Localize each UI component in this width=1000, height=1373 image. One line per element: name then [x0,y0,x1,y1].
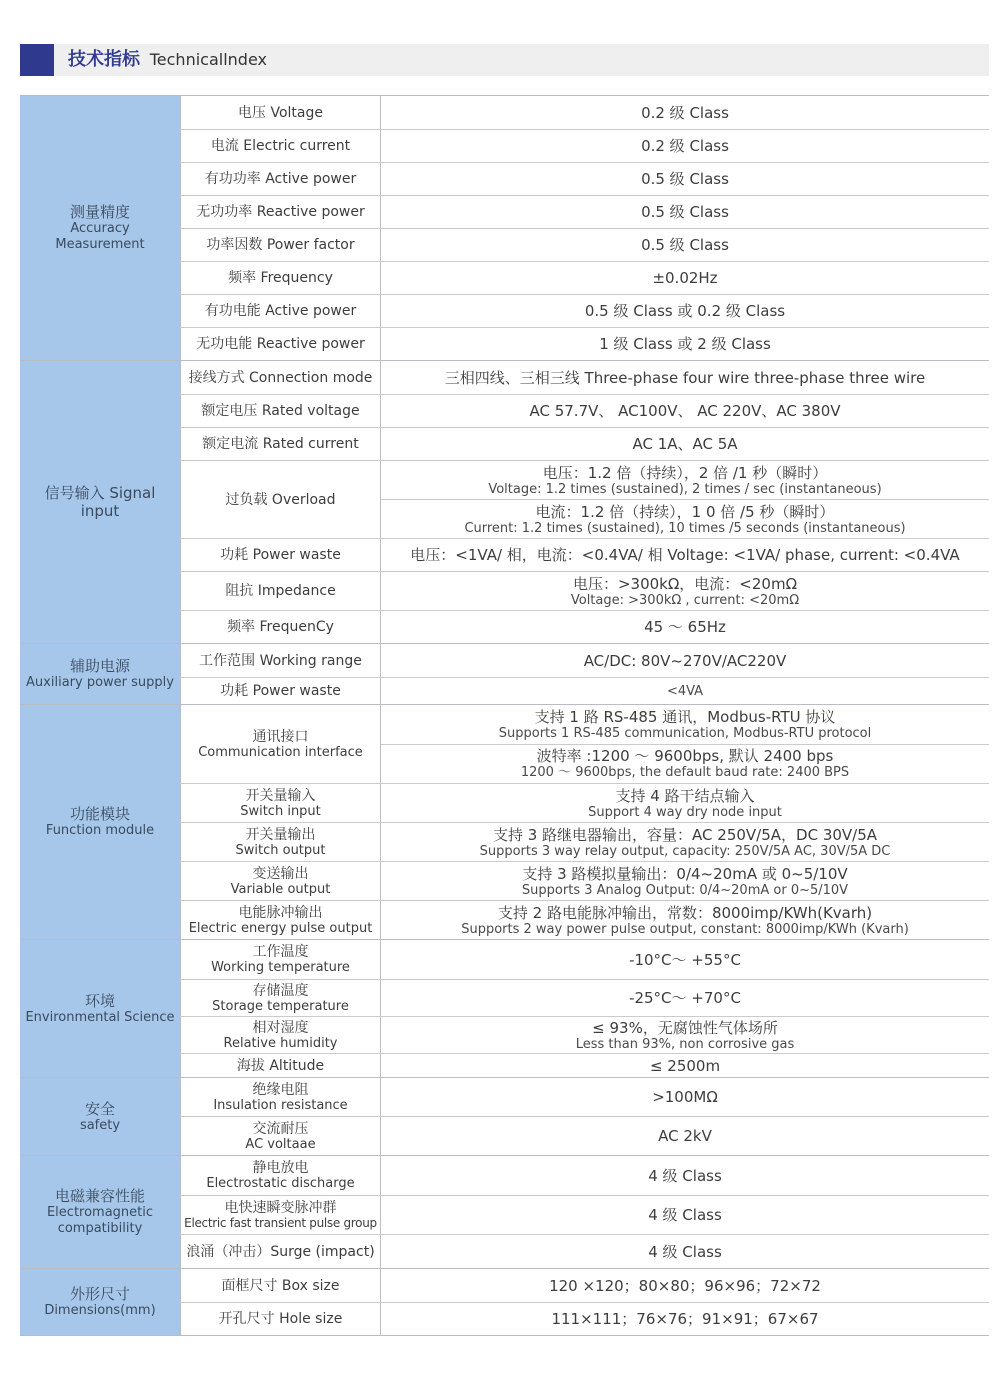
param-cn: 存储温度 [252,982,309,999]
table-row [180,294,989,327]
value-cell: 0.2 级 Class [641,137,729,155]
table-row [180,1156,989,1195]
value-cell: >100MΩ [652,1088,718,1106]
section-title [68,44,267,76]
table-row [180,427,989,460]
value-cell: 0.5 级 Class 或 0.2 级 Class [584,302,786,320]
group-label [20,705,180,939]
value-main: 电流：1.2 倍（持续），1 0 倍 /5 秒（瞬时） [535,502,835,521]
param-cn: 变送输出 [252,865,309,882]
group-auxiliary-power [20,644,989,705]
param-cell: 浪涌（冲击）Surge (impact) [180,1235,381,1268]
value-cell: 三相四线、三相三线 Three-phase four wire three-phase three wire [444,368,926,387]
param-cell [180,705,381,783]
value-sub: Less than 93%, non corrosive gas [575,1036,795,1052]
group-label-cn: 环境 [84,991,115,1010]
value-main: 电压：>300kΩ，电流：<20mΩ [572,574,798,593]
table-row [180,900,989,939]
table-row [180,1269,989,1302]
param-cell: 工作范围 Working range [180,644,381,677]
table-row [180,861,989,900]
param-en: Relative humidity [223,1035,338,1051]
table-row [180,677,989,704]
param-cn: 交流耐压 [252,1120,309,1137]
spec-table [20,95,989,1336]
group-label [20,1078,180,1155]
group-label-cn: 功能模块 [69,805,130,823]
group-emc [20,1156,989,1269]
table-row [180,705,989,783]
value-cell: -10°C～ +55°C [629,950,741,969]
value-sub: Supports 3 way relay output, capacity: 250V/5A AC, 30V/5A DC [479,843,891,859]
value-main: 支持 3 路继电器输出，容量：AC 250V/5A，DC 30V/5A [492,825,878,844]
value-main: 支持 3 路模拟量输出：0/4~20mA 或 0~5/10V [522,864,848,883]
param-cell: 阻抗 Impedance [180,572,381,610]
param-cn: 电快速瞬变脉冲群 [224,1199,337,1216]
value-sub: Supports 1 RS-485 communication, Modbus-RTU protocol [498,725,872,741]
group-label-en: Accuracy Measurement [55,221,145,252]
table-row [180,1078,989,1116]
value-cell: AC 57.7V、 AC100V、 AC 220V、AC 380V [529,402,841,420]
table-row [180,361,989,394]
param-cell: 无功功率 Reactive power [180,196,381,228]
param-en: Electrostatic discharge [206,1176,355,1191]
param-cell [180,940,381,979]
value-sub: Support 4 way dry node input [588,804,782,820]
group-label-en: Electromagnetic compatibility [46,1205,154,1236]
group-label [20,940,180,1077]
param-cell [180,823,381,861]
group-label [20,644,180,704]
table-row [180,1116,989,1155]
value-part [381,705,989,744]
param-cn: 工作温度 [252,944,309,960]
section-title-cn: 技术指标 [68,49,140,70]
table-row [180,1053,989,1077]
param-en: Switch output [235,842,326,858]
value-main: 电压：1.2 倍（持续），2 倍 /1 秒（瞬时） [542,463,828,482]
param-cell [180,1156,381,1195]
param-cell: 额定电流 Rated current [180,428,381,460]
table-row [180,1195,989,1234]
table-row [180,460,989,538]
section-title-en: Technicallndex [149,50,267,69]
table-row [180,394,989,427]
table-row [180,327,989,360]
param-cn: 开关量输入 [245,787,316,804]
group-label-en: Environmental Science [25,1009,175,1025]
group-label [20,1156,180,1268]
param-cell: 功耗 Power waste [180,678,381,704]
value-cell: AC 1A、AC 5A [632,435,738,453]
group-label-en: Dimensions(mm) [44,1303,156,1318]
table-row [180,571,989,610]
param-cell [180,1017,381,1053]
table-row [180,538,989,571]
value-cell: AC/DC: 80V~270V/AC220V [583,651,787,670]
group-label-cn: 信号输入 Signal input [44,484,156,520]
table-row [180,822,989,861]
value-part [381,461,989,499]
value-cell: 1 级 Class 或 2 级 Class [599,335,771,353]
group-label-cn: 测量精度 [69,203,130,221]
param-cell: 有功电能 Active power [180,295,381,327]
param-cell: 接线方式 Connection mode [180,361,381,394]
value-main: 支持 4 路干结点输入 [615,786,755,805]
group-label-cn: 安全 [84,1099,115,1118]
group-label-cn: 辅助电源 [69,657,130,675]
value-cell: 电压：<1VA/ 相，电流：<0.4VA/ 相 Voltage: <1VA/ phase, current: <0.4VA [410,546,960,564]
table-row [180,644,989,677]
param-cell: 频率 Frequency [180,262,381,294]
group-safety [20,1078,989,1156]
section-header [20,44,989,76]
table-row [180,610,989,643]
param-cn: 开关量输出 [245,826,316,843]
param-cell: 电压 Voltage [180,96,381,129]
param-cn: 相对湿度 [252,1019,309,1036]
group-label [20,1269,180,1335]
table-row [180,783,989,822]
group-dimensions [20,1269,989,1336]
value-part [381,744,989,784]
group-label-en: safety [79,1117,121,1133]
param-cell: 无功电能 Reactive power [180,328,381,360]
group-function-module [20,705,989,940]
param-cell [180,784,381,822]
table-row [180,1234,989,1268]
param-cn: 绝缘电阻 [252,1081,309,1098]
param-cell: 海拔 Altitude [180,1054,381,1077]
value-sub: Voltage: 1.2 times (sustained), 2 times / sec (instantaneous) [488,481,882,497]
param-cell: 过负载 Overload [180,461,381,538]
value-cell: -25°C～ +70°C [629,989,741,1007]
value-main: 支持 1 路 RS-485 通讯，Modbus-RTU 协议 [534,707,836,726]
group-label-cn: 电磁兼容性能 [54,1187,145,1205]
param-cell: 开孔尺寸 Hole size [180,1303,381,1335]
value-main: ≤ 93%，无腐蚀性气体场所 [592,1018,778,1037]
value-cell: 0.5 级 Class [641,170,729,188]
param-cell: 功率因数 Power factor [180,229,381,261]
param-en: AC voltaae [245,1136,316,1152]
value-cell: 0.2 级 Class [641,103,729,122]
value-cell: AC 2kV [658,1127,712,1145]
param-en: Variable output [230,881,331,897]
group-label-en: Auxiliary power supply [26,675,174,690]
param-en: Insulation resistance [213,1097,348,1113]
group-environment [20,940,989,1078]
table-row [180,940,989,979]
param-cell [180,1078,381,1116]
value-sub: Current: 1.2 times (sustained), 10 times /5 seconds (instantaneous) [464,520,906,536]
group-signal-input [20,361,989,644]
param-en: Electric energy pulse output [188,920,373,936]
value-cell: ≤ 2500m [649,1056,721,1075]
value-sub: Voltage: >300kΩ , current: <20mΩ [570,592,800,608]
param-cell [180,1117,381,1155]
value-cell: 4 级 Class [648,1242,722,1261]
value-sub: Supports 3 Analog Output: 0/4~20mA or 0~5/10V [521,882,849,898]
value-cell: 0.5 级 Class [641,203,729,221]
table-row [180,979,989,1016]
value-sub: 1200 ～ 9600bps, the default baud rate: 2400 BPS [520,765,850,781]
table-row [180,96,989,129]
group-accuracy [20,96,989,361]
group-label [20,361,180,643]
value-cell: 120 ×120；80×80；96×96；72×72 [549,1276,821,1295]
table-row [180,162,989,195]
group-label [20,96,180,360]
value-main: 支持 2 路电能脉冲输出，常数：8000imp/KWh(Kvarh) [497,903,873,922]
header-accent-block [20,44,54,76]
param-cn: 通讯接口 [252,728,309,745]
value-main: 波特率 :1200 ～ 9600bps, 默认 2400 bps [536,747,834,766]
table-row [180,195,989,228]
param-en: Electric fast transient pulse group [184,1215,377,1230]
param-cell [180,862,381,900]
param-cell [180,1196,381,1234]
param-cell: 电流 Electric current [180,130,381,162]
param-cell: 有功功率 Active power [180,163,381,195]
group-label-cn: 外形尺寸 [69,1285,130,1303]
table-row [180,261,989,294]
param-cell: 功耗 Power waste [180,539,381,571]
value-part [381,499,989,538]
param-cell: 频率 FrequenCy [180,611,381,643]
group-label-en: Function module [45,823,155,838]
param-cn: 静电放电 [252,1160,309,1176]
value-cell: 45 ～ 65Hz [644,618,726,636]
param-en: Working temperature [211,960,350,975]
value-cell: 4 级 Class [648,1206,722,1224]
table-row [180,1302,989,1335]
param-en: Communication interface [198,744,363,760]
table-row [180,1016,989,1053]
param-cell [180,901,381,939]
value-cell: <4VA [666,683,704,699]
param-en: Storage temperature [212,998,349,1014]
value-cell: 0.5 级 Class [641,236,729,254]
param-cell [180,980,381,1016]
value-cell: 111×111；76×76；91×91；67×67 [551,1310,819,1328]
param-cell: 面框尺寸 Box size [180,1269,381,1302]
value-cell: ±0.02Hz [652,269,718,287]
table-row [180,228,989,261]
value-sub: Supports 2 way power pulse output, constant: 8000imp/KWh (Kvarh) [461,921,909,937]
table-row [180,129,989,162]
param-cn: 电能脉冲输出 [238,904,323,921]
param-en: Switch input [240,803,321,819]
value-cell: 4 级 Class [648,1166,722,1185]
param-cell: 额定电压 Rated voltage [180,395,381,427]
